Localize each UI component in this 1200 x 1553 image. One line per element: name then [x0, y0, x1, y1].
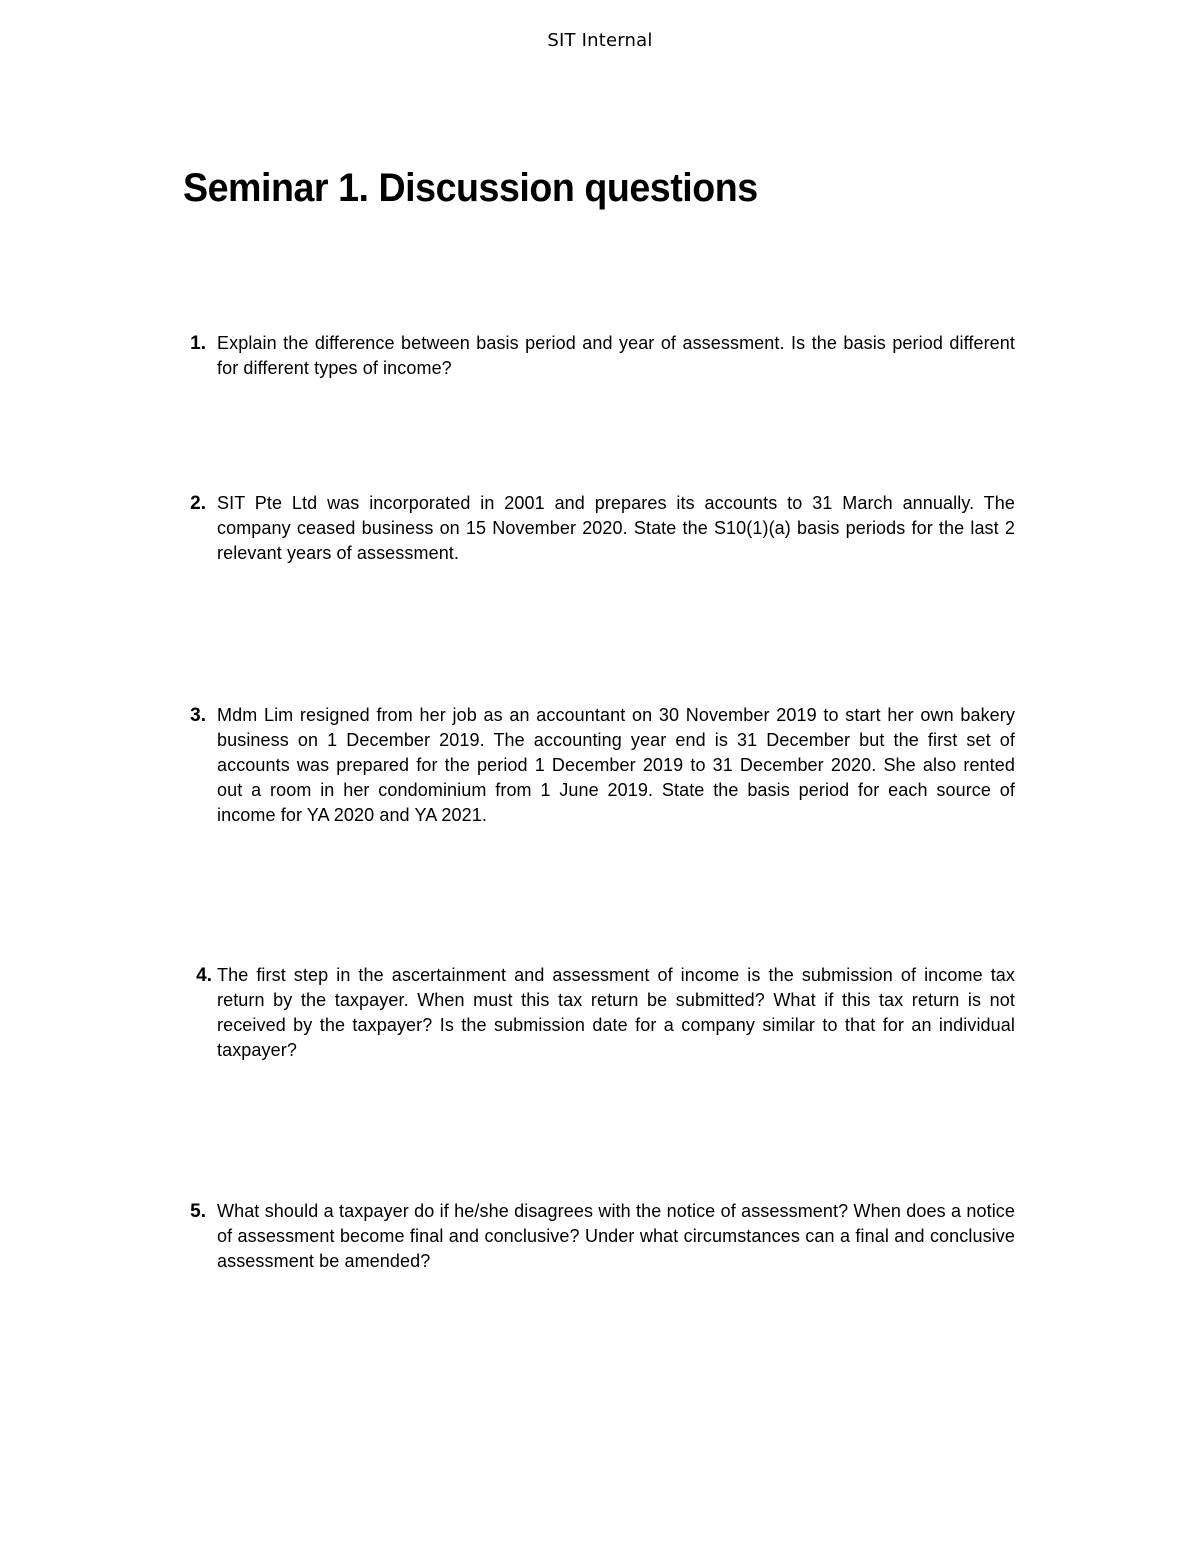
page-title: Seminar 1. Discussion questions [183, 166, 758, 210]
question-text: The first step in the ascertainment and assessment of income is the submission of income tax return by the taxpayer. When must this tax return be submitted? What if this tax return is not received by the taxpayer? Is the submission date for a company similar to that for an individual taxpayer? [217, 965, 1015, 1060]
question-number: 1. [190, 333, 206, 354]
question-text: Explain the difference between basis period and year of assessment. Is the basis period different for different types of income? [217, 333, 1015, 378]
question-text: SIT Pte Ltd was incorporated in 2001 and prepares its accounts to 31 March annually. The company ceased business on 15 November 2020. State the S10(1)(a) basis periods for the last 2 relevant years of assessment. [217, 493, 1015, 563]
question-number: 5. [190, 1201, 206, 1222]
question-number: 2. [190, 493, 206, 514]
question-text: What should a taxpayer do if he/she disagrees with the notice of assessment? When does a notice of assessment become final and conclusive? Under what circumstances can a final and conclusive assessment be amended? [217, 1201, 1015, 1271]
question-text: Mdm Lim resigned from her job as an accountant on 30 November 2019 to start her own bakery business on 1 December 2019. The accounting year end is 31 December but the first set of accounts was prepared for the period 1 December 2019 to 31 December 2020. She also rented out a room in her condominium from 1 June 2019. State the basis period for each source of income for YA 2020 and YA 2021. [217, 705, 1015, 825]
page-header-classification: SIT Internal [547, 30, 653, 51]
question-number: 3. [190, 705, 206, 726]
question-number: 4. [196, 965, 212, 986]
